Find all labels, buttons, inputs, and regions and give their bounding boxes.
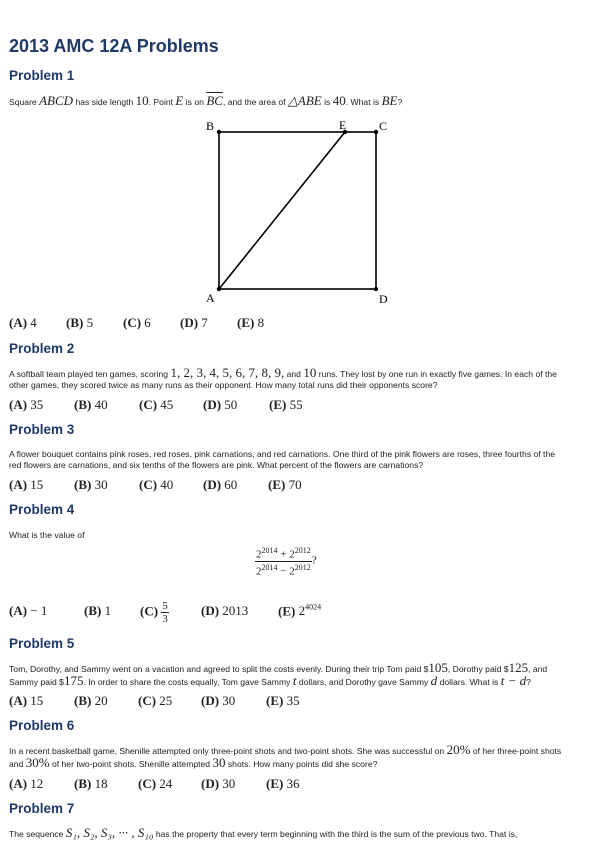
label-b: B xyxy=(206,119,215,133)
problem-4-choices: (A) − 1 (B) 1 (C) $\frac{5}{3}$ (D) 2013 (E) $2^{4024}$ xyxy=(9,600,322,625)
choice-a: (A) 4 xyxy=(9,315,37,330)
square-diagram xyxy=(200,118,400,308)
label-c: C xyxy=(379,119,388,133)
problem-4-statement: What is the value of xyxy=(9,530,85,540)
point-c xyxy=(374,130,378,134)
problem-4-heading: Problem 4 xyxy=(9,502,75,517)
problem-1-choices xyxy=(9,315,264,331)
problem-1-statement: Square ABCD has side length 10. Point E is on $\overline{BC}$, and the area of △ABE is 40. What is BE? xyxy=(9,93,403,108)
square-abcd xyxy=(219,132,376,289)
problem-4-expression: $\frac{2^{2014} + 2^{2012}}{2^{2014} - 2^{2012}}$ ? xyxy=(256,546,317,578)
problem-5-choices: (A) 15 (B) 20 (C) 25 (D) 30 (E) 35 xyxy=(9,693,300,708)
label-e: E xyxy=(339,118,347,132)
problem-5-statement: Tom, Dorothy, and Sammy went on a vacation and agreed to split the costs evenly. During their trip Tom paid $105, Dorothy paid $125, and Sammy paid $175. In order to share the costs equally, Tom gave Sammy t dollars, and Dorothy gave Sammy d dollars. What is t − d? xyxy=(9,660,548,688)
problem-3-statement: A flower bouquet contains pink roses, red roses, pink carnations, and red carnations. One third of the pink flowers are roses, three fourths of the red flowers are carnations, and six tenths of the flowers are pink. What percent of the flowers are carnations? xyxy=(9,449,556,470)
problem-5-heading: Problem 5 xyxy=(9,636,75,651)
page-title: 2013 AMC 12A Problems xyxy=(9,36,219,56)
label-a: A xyxy=(206,291,215,305)
point-a xyxy=(217,287,221,291)
problem-2-heading: Problem 2 xyxy=(9,341,75,356)
problem-6-choices: (A) 12 (B) 18 (C) 24 (D) 30 (E) 36 xyxy=(9,776,300,791)
problem-2-statement: A softball team played ten games, scoring 1, 2, 3, 4, 5, 6, 7, 8, 9, and 10 runs. They lost by one run in exactly five games. In each of the other games, they scored twice as many runs as their opponent. How many total runs did their opponents score? xyxy=(9,365,557,390)
point-d xyxy=(374,287,378,291)
problem-3-choices: (A) 15 (B) 30 (C) 40 (D) 60 (E) 70 xyxy=(9,477,302,492)
problem-6-statement: In a recent basketball game, Shenille attempted only three-point shots and two-point shots. She was successful on 20% of her three-point shots and 30% of her two-point shots. Shenille attempted 30 shots. How many points did she score? xyxy=(9,742,562,770)
problem-3-heading: Problem 3 xyxy=(9,422,75,437)
choice-b: (B) 5 xyxy=(66,315,94,330)
label-d: D xyxy=(379,292,388,306)
problem-7-statement: The sequence S₁, S₂, S₃, ··· , S₁₀ has the property that every term beginning with the third is the sum of the previous two. That is, xyxy=(9,825,518,840)
problem-2-choices: (A) 35 (B) 40 (C) 45 (D) 50 (E) 55 xyxy=(9,397,303,412)
problem-1-heading: Problem 1 xyxy=(9,68,75,83)
problem-7-heading: Problem 7 xyxy=(9,801,75,816)
problem-6-heading: Problem 6 xyxy=(9,718,75,733)
choice-d: (D) 7 xyxy=(180,315,208,330)
choice-c: (C) 6 xyxy=(123,315,151,330)
choice-e: (E) 8 xyxy=(237,315,265,330)
segment-ae xyxy=(219,132,345,289)
expression-fraction: $\frac{2^{2014} + 2^{2012}}{2^{2014} - 2^{2012}}$ xyxy=(256,546,311,578)
point-b xyxy=(217,130,221,134)
